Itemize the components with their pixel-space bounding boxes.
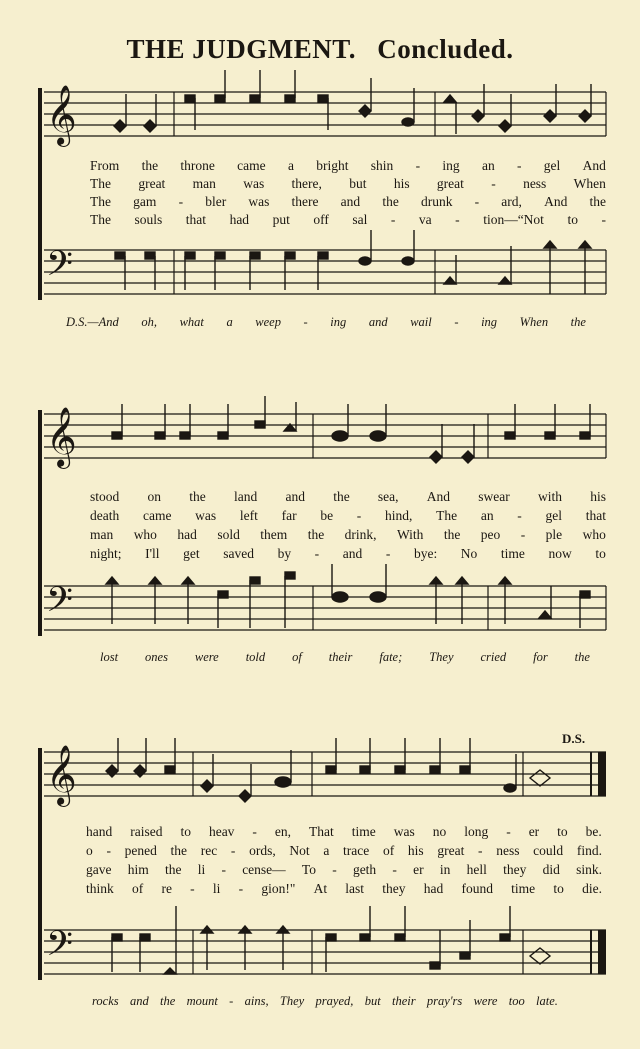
- ds-lyric-line: lost ones were told of their fate; They cried for the: [100, 650, 590, 664]
- svg-text:𝄢: 𝄢: [46, 243, 74, 292]
- ds-lyric-line: D.S.—And oh, what a weep - ing and wail - ing When the: [66, 315, 586, 329]
- verse-line: stood on the land and the sea, And swear with his: [90, 489, 606, 504]
- verse-line: The gam - bler was there and the drunk - ard, And the: [90, 194, 606, 209]
- verse-line: think of re - li - gion!" At last they had found time to die.: [86, 881, 602, 896]
- verse-line: The souls that had put off sal - va - tion—“Not to -: [90, 212, 606, 227]
- svg-text:𝄢: 𝄢: [46, 579, 74, 628]
- svg-text:𝄢: 𝄢: [46, 923, 74, 972]
- title-subtitle: Concluded.: [377, 34, 514, 64]
- verse-line: hand raised to heav - en, That time was no long - er to be.: [86, 824, 602, 839]
- ds-marking: D.S.: [562, 731, 586, 746]
- verse-line: o - pened the rec - ords, Not a trace of his great - ness could find.: [86, 843, 602, 858]
- title-main: THE JUDGMENT.: [126, 34, 356, 64]
- page-title: [0, 34, 640, 65]
- svg-text:𝄞: 𝄞: [46, 407, 77, 467]
- svg-text:𝄞: 𝄞: [46, 85, 77, 145]
- verse-line: gave him the li - cense— To - geth - er in hell they did sink.: [86, 862, 602, 877]
- verse-line: The great man was there, but his great - ness When: [90, 176, 606, 191]
- verse-line: man who had sold them the drink, With the peo - ple who: [90, 527, 606, 542]
- ds-lyric-line: rocks and the mount - ains, They prayed, but their pray'rs were too late.: [92, 994, 558, 1008]
- verse-line: death came was left far be - hind, The an - gel that: [90, 508, 606, 523]
- system-3-staves: [0, 730, 640, 992]
- verse-line: night; I'll get saved by - and - bye: No time now to: [90, 546, 606, 561]
- svg-text:𝄞: 𝄞: [46, 745, 77, 805]
- verse-line: From the throne came a bright shin - ing an - gel And: [90, 158, 606, 173]
